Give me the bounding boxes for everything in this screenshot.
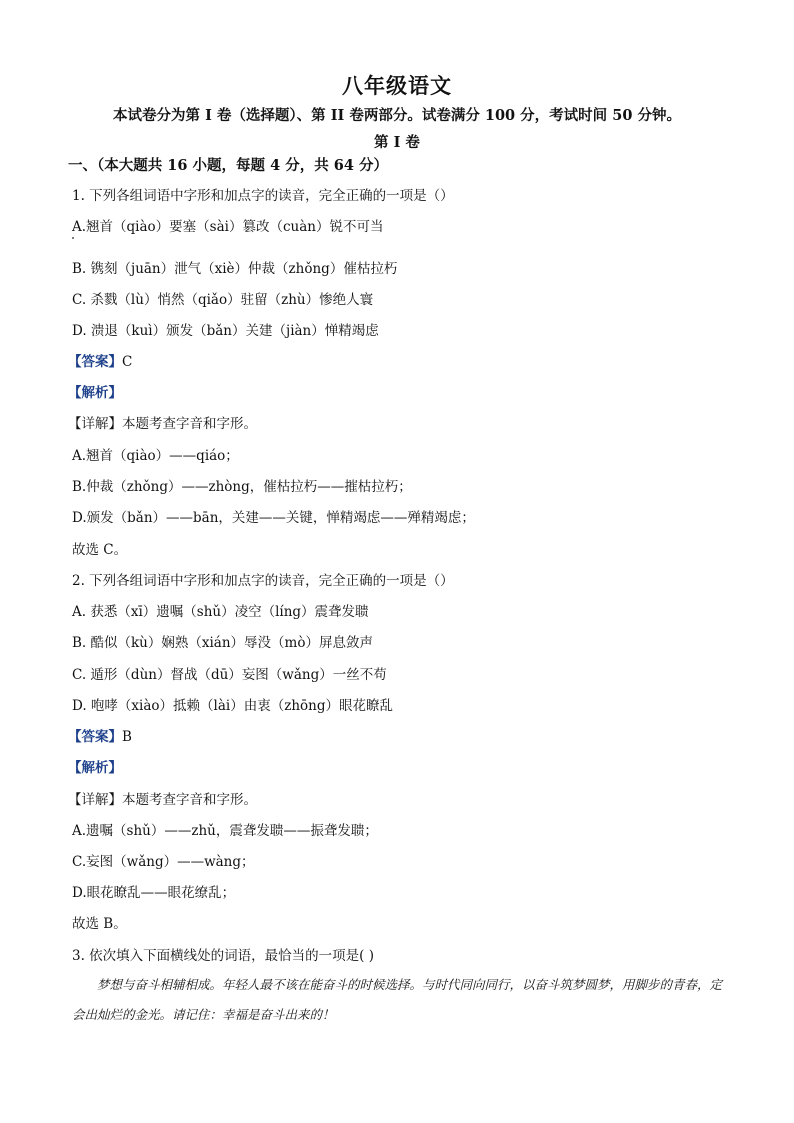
question-1-analysis: 【解析】 bbox=[68, 385, 122, 401]
question-2-explain-c: C.妄图（wǎng）——wàng； bbox=[72, 854, 255, 870]
dot-mark bbox=[72, 237, 74, 239]
question-2-answer bbox=[68, 725, 132, 745]
page-title: 八年级语文 bbox=[342, 73, 452, 98]
question-3-stem: 3. 依次填入下面横线处的词语，最恰当的一项是( ) bbox=[72, 948, 374, 964]
question-2-detail bbox=[68, 788, 257, 808]
answer-tag: 【答案】 bbox=[68, 354, 122, 370]
question-2-option-c: C. 遁形（dùn）督战（dū）妄图（wǎng）一丝不苟 bbox=[72, 667, 387, 683]
question-2-option-d: D. 咆哮（xiào）抵赖（lài）由衷（zhōng）眼花瞭乱 bbox=[72, 698, 393, 714]
question-1-option-a: A.翘首（qiào）要塞（sài）篡改（cuàn）锐不可当 bbox=[72, 219, 384, 235]
detail-text: 本题考查字音和字形。 bbox=[122, 792, 257, 808]
detail-tag: 【详解】 bbox=[68, 792, 122, 808]
question-2-option-a: A. 获悉（xī）遗嘱（shǔ）凌空（líng）震聋发聩 bbox=[72, 604, 369, 620]
question-1-option-d: D. 溃退（kuì）颁发（bǎn）关建（jiàn）惮精竭虑 bbox=[72, 323, 379, 339]
question-1-stem: 1. 下列各组词语中字形和加点字的读音，完全正确的一项是（） bbox=[72, 188, 454, 204]
question-2-analysis: 【解析】 bbox=[68, 760, 122, 776]
detail-tag: 【详解】 bbox=[68, 416, 122, 432]
question-2-stem: 2. 下列各组词语中字形和加点字的读音，完全正确的一项是（） bbox=[72, 573, 454, 589]
question-3-passage: 梦想与奋斗相辅相成。年轻人最不该在能奋斗的时候选择。与时代同向同行，以奋斗筑梦圆梦，用脚步的青春，定会出灿烂的金光。请记住：幸福是奋斗出来的！ bbox=[72, 977, 723, 1022]
question-1-answer bbox=[68, 350, 132, 370]
section-heading: 一、（本大题共 16 小题，每题 4 分，共 64 分） bbox=[68, 157, 388, 174]
exam-instructions: 本试卷分为第 I 卷（选择题）、第 II 卷两部分。试卷满分 100 分，考试时间 50 分钟。 bbox=[113, 107, 681, 124]
question-1-detail bbox=[68, 412, 257, 432]
question-1-explain-a: A.翘首（qiào）——qiáo； bbox=[72, 448, 239, 464]
question-2-explain-d: D.眼花瞭乱——眼花缭乱； bbox=[72, 885, 236, 901]
question-1-conclusion: 故选 C。 bbox=[72, 542, 128, 558]
answer-value: B bbox=[122, 729, 132, 745]
volume-heading: 第 I 卷 bbox=[374, 134, 420, 151]
question-1-option-c: C. 杀戮（lù）悄然（qiǎo）驻留（zhù）惨绝人寰 bbox=[72, 292, 374, 308]
answer-tag: 【答案】 bbox=[68, 729, 122, 745]
answer-value: C bbox=[122, 354, 133, 370]
question-1-option-b: B. 镌刻（juān）泄气（xiè）仲裁（zhǒng）催枯拉朽 bbox=[72, 261, 398, 277]
question-2-option-b: B. 酷似（kù）娴熟（xián）辱没（mò）屏息敛声 bbox=[72, 635, 373, 651]
question-1-explain-d: D.颁发（bǎn）——bān，关建——关键，惮精竭虑——殚精竭虑； bbox=[72, 510, 475, 526]
question-1-explain-b: B.仲裁（zhǒng）——zhòng，催枯拉朽——摧枯拉朽； bbox=[72, 479, 412, 495]
detail-text: 本题考查字音和字形。 bbox=[122, 416, 257, 432]
question-2-conclusion: 故选 B。 bbox=[72, 916, 127, 932]
question-2-explain-a: A.遗嘱（shǔ）——zhǔ，震聋发聩——振聋发聩； bbox=[72, 823, 378, 839]
